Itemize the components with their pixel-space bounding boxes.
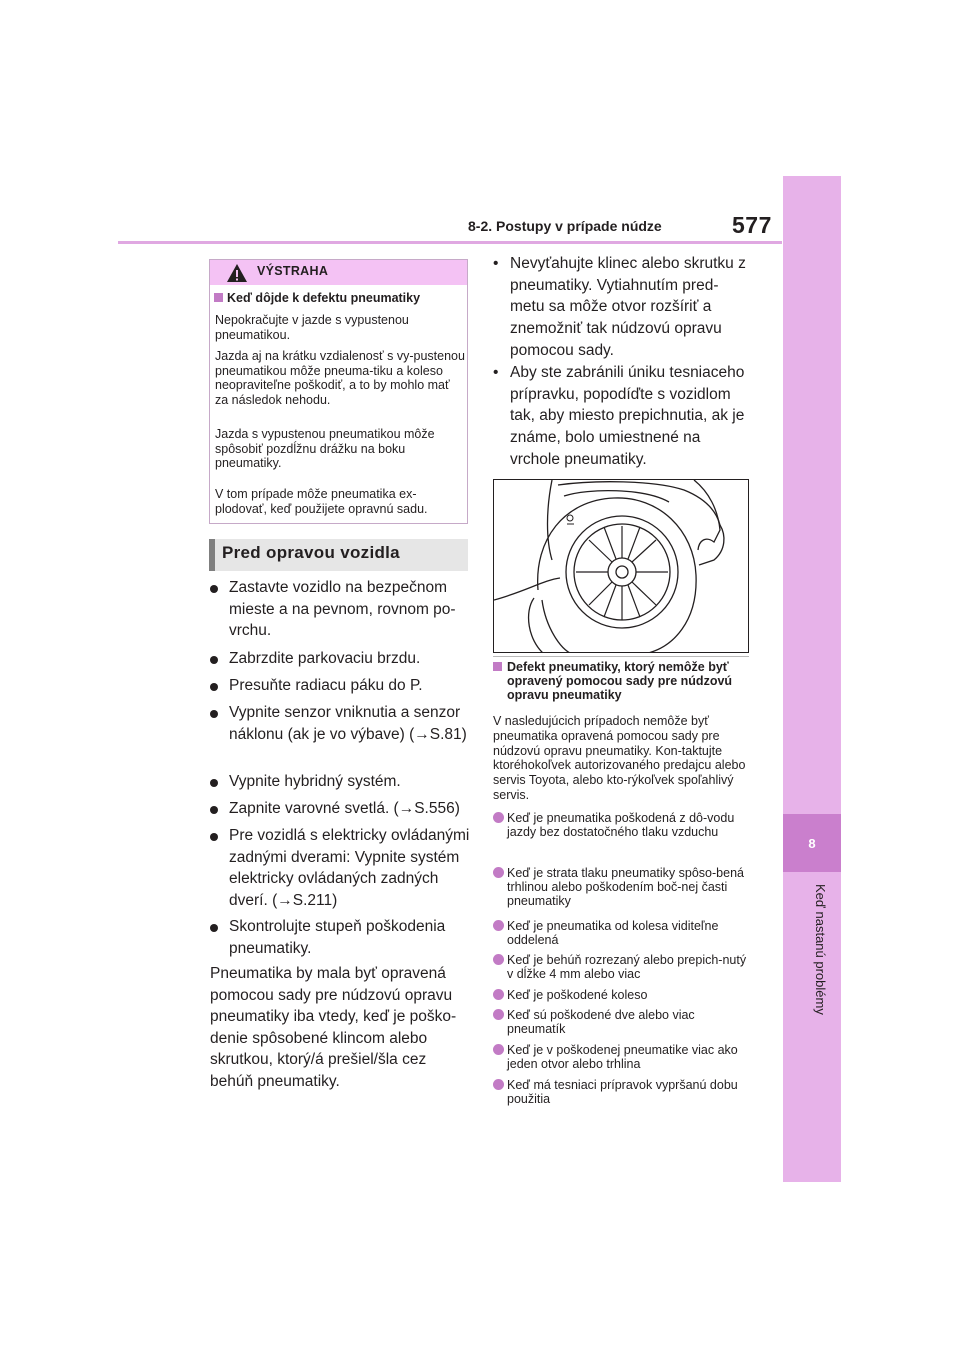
warning-paragraph: Nepokračujte v jazde s vypustenou pneumatikou. xyxy=(215,313,409,342)
list-item: • Aby ste zabránili úniku tesniaceho prípravku, popodíďte s vozidlom tak, aby miesto prepichnutia, ak je známe, bolo umiestnené na vrchole pneumatiky. xyxy=(493,364,745,468)
warning-paragraph: V tom prípade môže pneumatika ex-plodovať, keď použijete opravnú sadu. xyxy=(215,487,428,516)
list-item: Keď je strata tlaku pneumatiky spôso-bená trhlinou alebo poškodením boč-nej časti pneumatiky xyxy=(493,866,753,908)
divider xyxy=(493,656,749,657)
list-item: Vypnite hybridný systém. xyxy=(210,771,472,793)
list-item: Keď je poškodené koleso xyxy=(493,988,753,1002)
list-item: Presuňte radiacu páku do P. xyxy=(210,675,472,697)
section-title: 8-2. Postupy v prípade núdze xyxy=(468,218,662,234)
flat-tire-image xyxy=(494,480,749,653)
page-number: 577 xyxy=(732,212,772,238)
tire-illustration xyxy=(493,479,749,653)
chapter-label: Keď nastanú problémy xyxy=(813,884,828,1015)
list-item: Skontrolujte stupeň poškodenia pneumatiky. xyxy=(210,916,472,959)
cases-intro: V nasledujúcich prípadoch nemôže byť pneumatika opravená pomocou sady pre núdzovú opravu pneumatiky. Kon-taktujte ktoréhokoľvek autorizovaného predajcu alebo servis Toyota, alebo kto-rýkoľvek spoľahlivý servis. xyxy=(493,714,746,802)
warning-subheading: Keď dôjde k defektu pneumatiky xyxy=(214,291,420,305)
square-bullet-icon xyxy=(493,662,502,671)
warning-paragraph: Jazda s vypustenou pneumatikou môže spôsobiť pozdĺžnu drážku na boku pneumatiky. xyxy=(215,427,435,470)
list-item: Keď má tesniaci prípravok vypršanú dobu použitia xyxy=(493,1078,753,1106)
list-item: Keď je v poškodenej pneumatike viac ako jeden otvor alebo trhlina xyxy=(493,1043,753,1071)
warning-header xyxy=(210,260,467,285)
warning-triangle-icon xyxy=(226,263,248,283)
list-item: Keď sú poškodené dve alebo viac pneumatík xyxy=(493,1008,753,1036)
header-rule xyxy=(118,241,782,244)
square-bullet-icon xyxy=(214,293,223,302)
warning-label: VÝSTRAHA xyxy=(257,264,329,278)
section-heading: Pred opravou vozidla xyxy=(222,543,400,562)
list-item: • Nevyťahujte klinec alebo skrutku z pneumatiky. Vytiahnutím pred-metu sa môže otvor rozšíriť a znemožniť tak núdzovú opravu pomocou sady. xyxy=(493,255,746,359)
warning-paragraph: Jazda aj na krátku vzdialenosť s vy-pustenou pneumatikou môže pneuma-tiku a koleso neopraviteľne poškodiť, a to by mohlo mať za následok nehodu. xyxy=(215,349,465,407)
left-paragraph: Pneumatika by mala byť opravená pomocou sady pre núdzovú opravu pneumatiky iba vtedy, keď je poško-denie spôsobené klincom alebo skrutkou, ktorý/á prešiel/šla cez behúň pneumatiky. xyxy=(210,965,457,1090)
list-item: Keď je pneumatika od kolesa viditeľne oddelená xyxy=(493,919,753,947)
list-item: Zabrzdite parkovaciu brzdu. xyxy=(210,648,472,670)
cases-subheading: Defekt pneumatiky, ktorý nemôže byť opravený pomocou sady pre núdzovú opravu pneumatiky xyxy=(493,660,753,702)
list-item: Keď je behúň rozrezaný alebo prepich-nutý v dĺžke 4 mm alebo viac xyxy=(493,953,753,981)
list-item: Vypnite senzor vniknutia a senzor náklonu (ak je vo výbave) (→S.81) xyxy=(210,702,472,745)
list-item: Pre vozidlá s elektricky ovládanými zadnými dverami: Vypnite systém elektricky ovládaných zadných dverí. (→S.211) xyxy=(210,825,472,911)
list-item: Zastavte vozidlo na bezpečnom mieste a na pevnom, rovnom po-vrchu. xyxy=(210,577,472,642)
list-item: Keď je pneumatika poškodená z dô-vodu jazdy bez dostatočného tlaku vzduchu xyxy=(493,811,753,839)
chapter-number: 8 xyxy=(783,814,841,872)
list-item: Zapnite varovné svetlá. (→S.556) xyxy=(210,798,472,820)
